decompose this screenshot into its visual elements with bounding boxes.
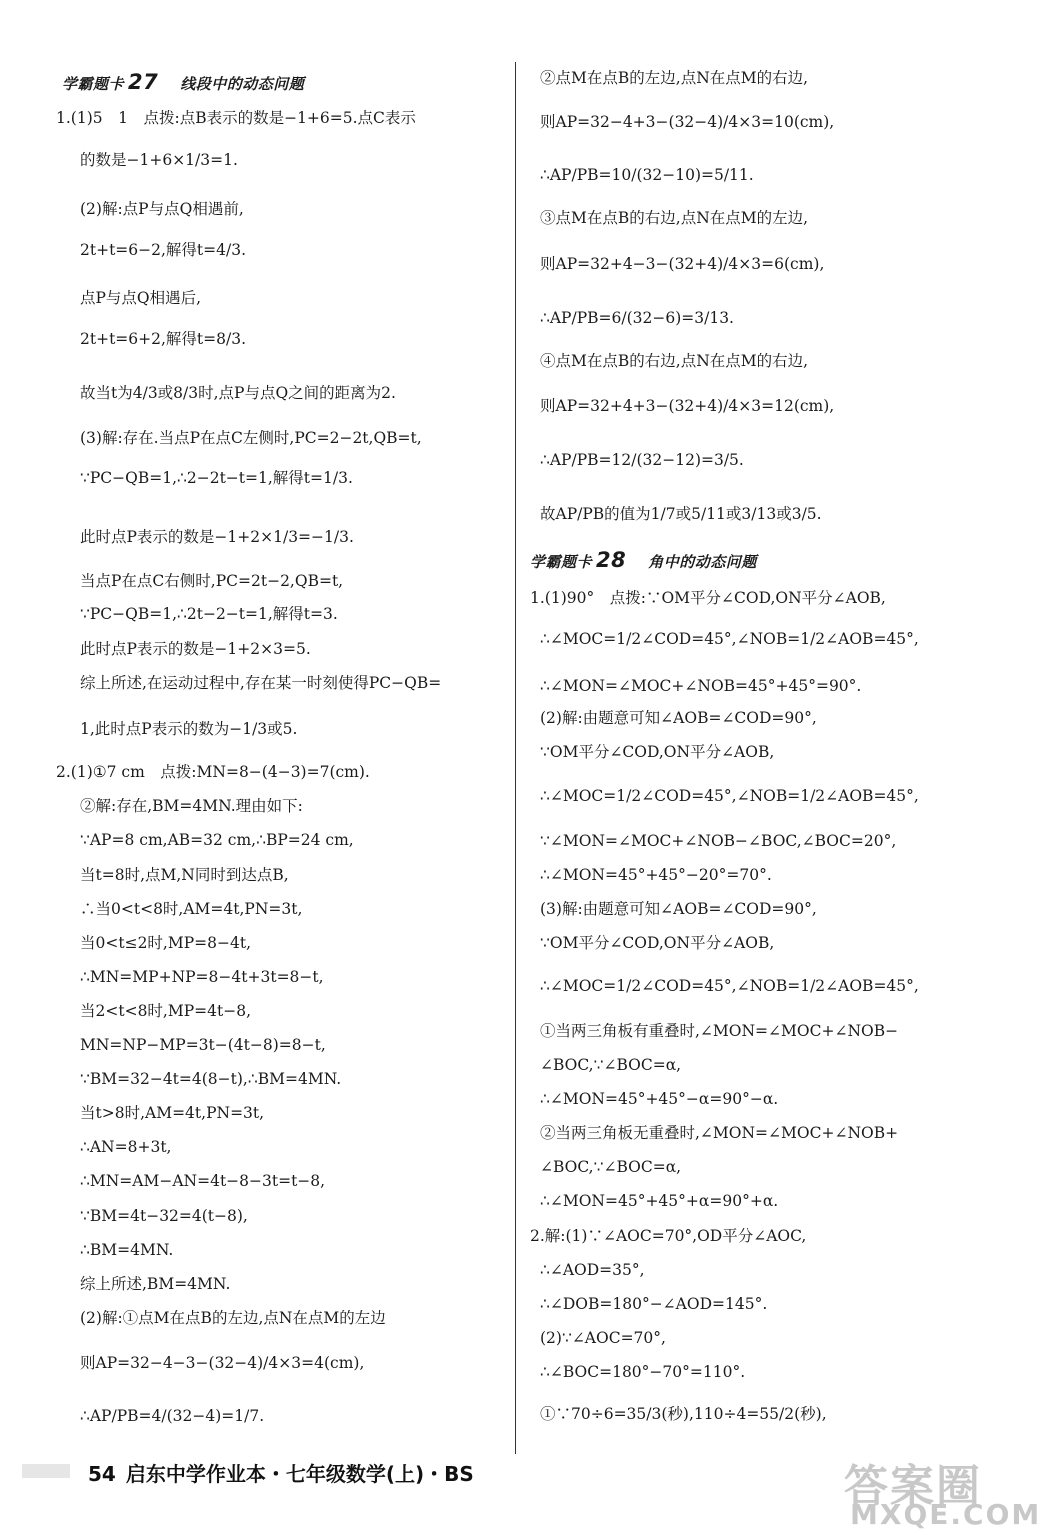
answer-line: 1,此时点P表示的数为−1/3或5. [80,720,298,738]
answer-line: ∠BOC,∵∠BOC=α, [540,1158,682,1176]
answer-line: ∵AP=8 cm,AB=32 cm,∴BP=24 cm, [80,831,354,849]
answer-line: (2)解:点P与点Q相遇前, [80,200,244,218]
answer-line: 当点P在点C右侧时,PC=2t−2,QB=t, [80,572,344,590]
answer-line: ∴∠AOD=35°, [540,1261,645,1279]
section-title-prefix: 学霸题卡 [530,553,593,571]
page-number: 54 [88,1462,116,1486]
answer-line: ④点M在点B的右边,点N在点M的右边, [540,352,809,370]
book-title: 启东中学作业本・七年级数学(上)・BS [125,1462,474,1486]
section-title-28 [530,550,757,572]
answer-line: ∴∠MON=45°+45°−20°=70°. [540,866,772,884]
answer-line: ∴∠MOC=1/2∠COD=45°,∠NOB=1/2∠AOB=45°, [540,977,919,995]
page-footer [88,1458,474,1487]
section-title-number: 28 [596,548,627,572]
section-title-prefix: 学霸题卡 [62,75,125,93]
answer-line: ∠BOC,∵∠BOC=α, [540,1056,682,1074]
answer-line: ③点M在点B的右边,点N在点M的左边, [540,209,809,227]
watermark-text: 答案圈 [844,1461,982,1512]
answer-line: ∴∠MOC=1/2∠COD=45°,∠NOB=1/2∠AOB=45°, [540,630,919,648]
answer-line: 1.(1)90° 点拨:∵OM平分∠COD,ON平分∠AOB, [530,589,886,607]
answer-line: 故AP/PB的值为1/7或5/11或3/13或3/5. [540,505,822,523]
answer-line: ∵BM=4t−32=4(t−8), [80,1207,248,1225]
answer-line: ②当两三角板无重叠时,∠MON=∠MOC+∠NOB+ [540,1124,899,1142]
answer-line: ∵OM平分∠COD,ON平分∠AOB, [540,934,775,952]
answer-line: (2)∵∠AOC=70°, [540,1329,666,1347]
answer-line: ②解:存在,BM=4MN.理由如下: [80,797,303,815]
answer-line: 2.解:(1)∵∠AOC=70°,OD平分∠AOC, [530,1227,807,1245]
answer-line: ∴MN=MP+NP=8−4t+3t=8−t, [80,968,324,986]
answer-line: ∵∠MON=∠MOC+∠NOB−∠BOC,∠BOC=20°, [540,832,897,850]
answer-line: 则AP=32+4−3−(32+4)/4×3=6(cm), [540,255,825,273]
answer-line: ∴AP/PB=10/(32−10)=5/11. [540,166,754,184]
answer-line: ∵PC−QB=1,∴2−2t−t=1,解得t=1/3. [80,469,353,487]
section-title-number: 27 [128,70,159,94]
answer-line: ∴AP/PB=12/(32−12)=3/5. [540,451,744,469]
section-title-subtitle: 线段中的动态问题 [180,75,305,93]
answer-line: 综上所述,在运动过程中,存在某一时刻使得PC−QB= [80,674,442,692]
answer-line: (2)解:由题意可知∠AOB=∠COD=90°, [540,709,817,727]
answer-line: 则AP=32+4+3−(32+4)/4×3=12(cm), [540,397,835,415]
section-title-subtitle: 角中的动态问题 [648,553,757,571]
answer-line: 2t+t=6−2,解得t=4/3. [80,241,247,259]
column-divider [515,62,516,1454]
answer-line: ∴AP/PB=6/(32−6)=3/13. [540,309,734,327]
answer-line: ∴∠MON=45°+45°−α=90°−α. [540,1090,779,1108]
answer-line: ∴∠DOB=180°−∠AOD=145°. [540,1295,768,1313]
answer-line: 故当t为4/3或8/3时,点P与点Q之间的距离为2. [80,384,396,402]
answer-line: 点P与点Q相遇后, [80,289,202,307]
answer-line: 当t=8时,点M,N同时到达点B, [80,866,289,884]
answer-line: ∵BM=32−4t=4(8−t),∴BM=4MN. [80,1070,342,1088]
answer-line: ①当两三角板有重叠时,∠MON=∠MOC+∠NOB− [540,1022,899,1040]
answer-line: ①∵70÷6=35/3(秒),110÷4=55/2(秒), [540,1405,827,1423]
answer-line: ∴AP/PB=4/(32−4)=1/7. [80,1407,265,1425]
section-title-27 [62,72,304,94]
answer-line: 当0<t≤2时,MP=8−4t, [80,934,252,952]
answer-line: 当2<t<8时,MP=4t−8, [80,1002,252,1020]
answer-line: ∴∠MOC=1/2∠COD=45°,∠NOB=1/2∠AOB=45°, [540,787,919,805]
watermark-url: MXQE.COM [850,1498,1041,1531]
answer-line: 的数是−1+6×1/3=1. [80,151,238,169]
answer-line: 当t>8时,AM=4t,PN=3t, [80,1104,265,1122]
answer-line: ∴BM=4MN. [80,1241,174,1259]
answer-line: ∵PC−QB=1,∴2t−2−t=1,解得t=3. [80,605,338,623]
answer-line: ∴∠MON=∠MOC+∠NOB=45°+45°=90°. [540,677,862,695]
answer-line: (3)解:存在.当点P在点C左侧时,PC=2−2t,QB=t, [80,429,422,447]
answer-line: 则AP=32−4+3−(32−4)/4×3=10(cm), [540,113,835,131]
answer-line: ∴∠BOC=180°−70°=110°. [540,1363,746,1381]
answer-line: 2.(1)①7 cm 点拨:MN=8−(4−3)=7(cm). [56,763,370,781]
watermark-logo [842,1450,1041,1534]
answer-line: 综上所述,BM=4MN. [80,1275,231,1293]
answer-line: 1.(1)5 1 点拨:点B表示的数是−1+6=5.点C表示 [56,109,416,127]
answer-line: ∵OM平分∠COD,ON平分∠AOB, [540,743,775,761]
answer-line: ②点M在点B的左边,点N在点M的右边, [540,69,809,87]
answer-line: ∴MN=AM−AN=4t−8−3t=t−8, [80,1172,326,1190]
answer-line: ∴AN=8+3t, [80,1138,172,1156]
footer-decoration [22,1464,70,1478]
answer-line: 2t+t=6+2,解得t=8/3. [80,330,247,348]
answer-line: ∴∠MON=45°+45°+α=90°+α. [540,1192,779,1210]
answer-line: 则AP=32−4−3−(32−4)/4×3=4(cm), [80,1354,365,1372]
answer-line: 此时点P表示的数是−1+2×1/3=−1/3. [80,528,354,546]
answer-line: (2)解:①点M在点B的左边,点N在点M的左边 [80,1309,386,1327]
answer-line: MN=NP−MP=3t−(4t−8)=8−t, [80,1036,326,1054]
answer-line: (3)解:由题意可知∠AOB=∠COD=90°, [540,900,817,918]
answer-line: ∴当0<t<8时,AM=4t,PN=3t, [80,900,303,918]
answer-line: 此时点P表示的数是−1+2×3=5. [80,640,311,658]
